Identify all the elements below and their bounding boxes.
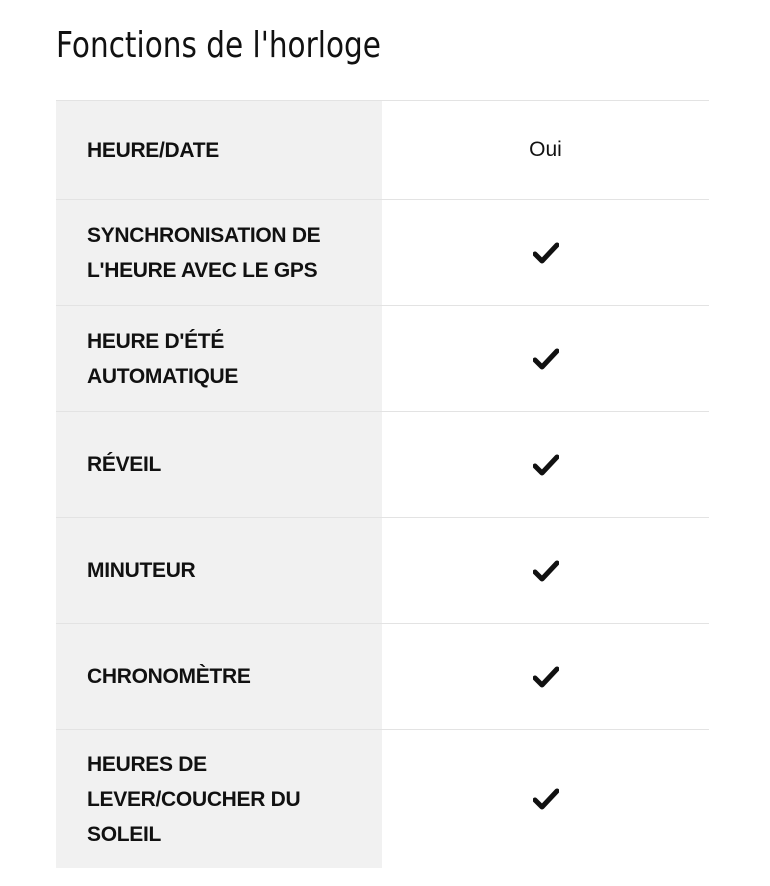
feature-value-cell	[382, 412, 709, 517]
feature-label-cell	[56, 412, 382, 517]
feature-label-cell	[56, 518, 382, 623]
check-icon	[533, 454, 559, 476]
feature-label-cell	[56, 101, 382, 199]
feature-label: RÉVEIL	[87, 453, 162, 476]
feature-value-cell	[382, 730, 709, 868]
clock-features-table	[56, 100, 709, 868]
feature-value-cell	[382, 101, 709, 199]
feature-label-cell	[56, 624, 382, 729]
feature-value-cell	[382, 518, 709, 623]
feature-label: MINUTEUR	[87, 559, 196, 582]
feature-label-cell	[56, 200, 382, 305]
table-row	[56, 200, 709, 306]
feature-label-cell	[56, 306, 382, 411]
check-icon	[533, 788, 559, 810]
check-icon	[533, 560, 559, 582]
table-row	[56, 306, 709, 412]
feature-value: Oui	[529, 138, 562, 161]
table-row	[56, 518, 709, 624]
feature-label: HEURES DE LEVER/COUCHER DU SOLEIL	[87, 752, 301, 846]
check-icon	[533, 666, 559, 688]
feature-label: HEURE/DATE	[87, 138, 219, 162]
feature-label: CHRONOMÈTRE	[87, 665, 251, 688]
feature-label: HEURE D'ÉTÉ AUTOMATIQUE	[87, 329, 239, 388]
check-icon	[533, 242, 559, 264]
feature-label: SYNCHRONISATION DE L'HEURE AVEC LE GPS	[87, 223, 321, 282]
feature-label-cell	[56, 730, 382, 868]
feature-value-cell	[382, 306, 709, 411]
feature-value-cell	[382, 624, 709, 729]
page-title: Fonctions de l'horloge	[56, 25, 381, 66]
table-row	[56, 730, 709, 868]
table-row	[56, 412, 709, 518]
feature-value-cell	[382, 200, 709, 305]
table-row	[56, 101, 709, 200]
check-icon	[533, 348, 559, 370]
table-row	[56, 624, 709, 730]
